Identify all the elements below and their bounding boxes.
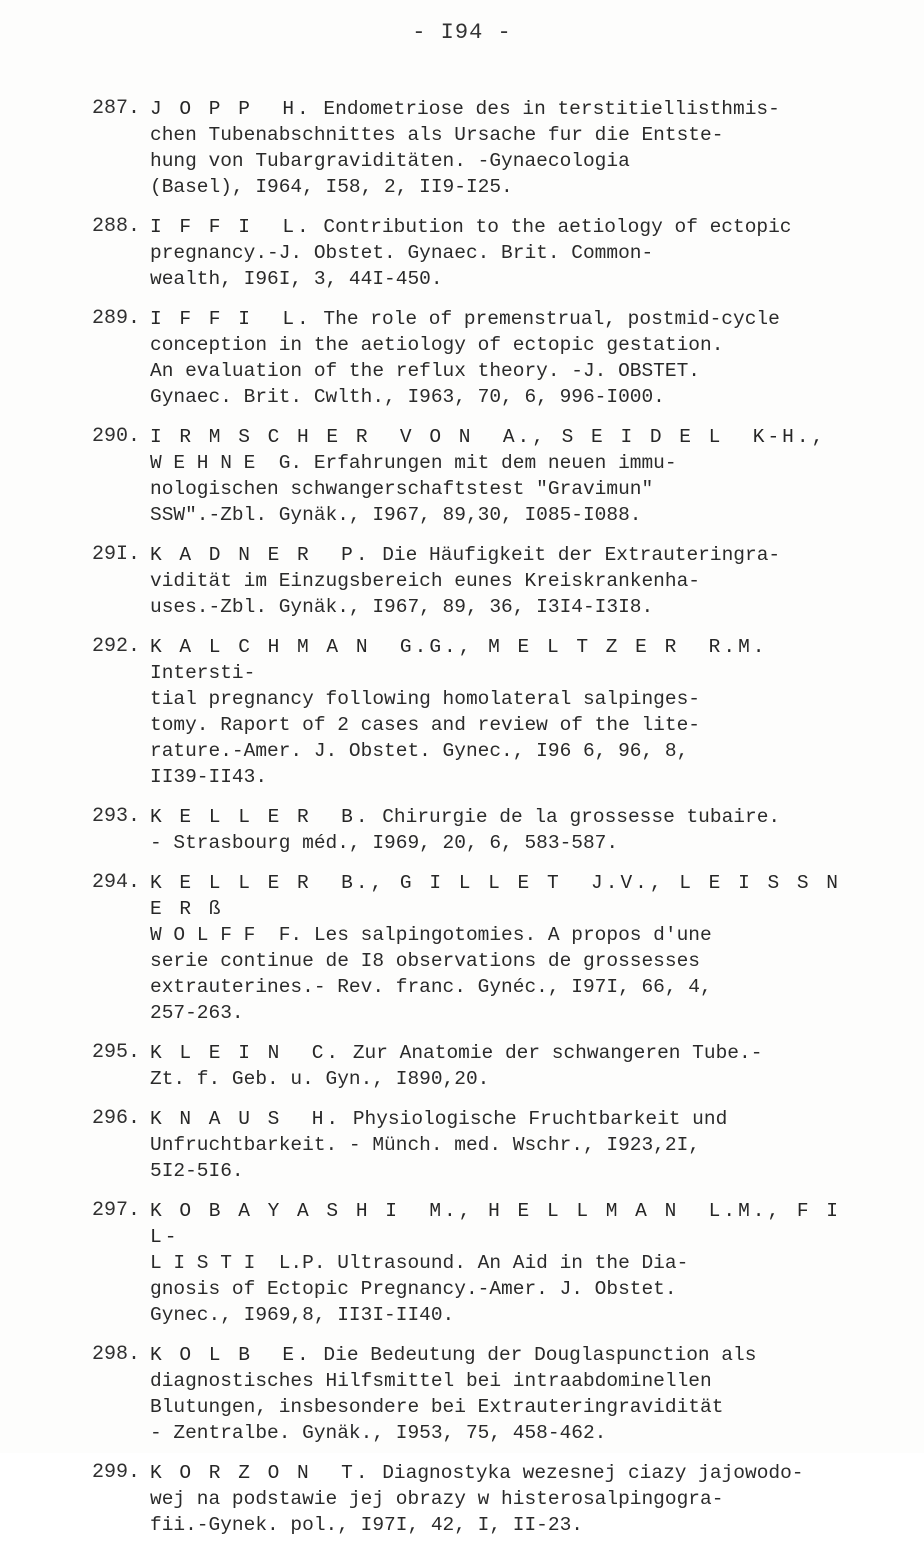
bibliography-entry xyxy=(92,870,856,1026)
bibliography-entry xyxy=(92,1460,852,1538)
entry-first-line xyxy=(150,1040,852,1066)
entry-line: serie continue de I8 observations de grossesses xyxy=(150,950,700,972)
entry-text xyxy=(150,634,852,790)
entry-line: Gynec., I969,8, II3I-II40. xyxy=(150,1304,455,1326)
entry-line: Zt. f. Geb. u. Gyn., I890,20. xyxy=(150,1068,490,1090)
entry-number: 297. xyxy=(92,1199,141,1222)
entry-line: Die Häufigkeit der Extrauteringra- xyxy=(370,544,781,566)
entry-author: I R M S C H E R V O N A., S E I D E L K-H., xyxy=(150,426,827,448)
entry-line: Blutungen, insbesondere bei Extrauteringravidität xyxy=(150,1396,724,1418)
bibliography-list xyxy=(92,96,856,1552)
entry-line: tomy. Raport of 2 cases and review of the lite- xyxy=(150,714,700,736)
entry-line: Unfruchtbarkeit. - Münch. med. Wschr., I923,2I, xyxy=(150,1134,700,1156)
entry-number: 296. xyxy=(92,1107,141,1130)
entry-text xyxy=(150,1342,852,1446)
entry-text xyxy=(150,424,852,528)
entry-number: 299. xyxy=(92,1461,141,1484)
entry-line: II39-II43. xyxy=(150,766,268,788)
entry-first-line xyxy=(150,214,852,240)
entry-author: K L E I N C. xyxy=(150,1042,342,1064)
entry-line: - Zentralbe. Gynäk., I953, 75, 458-462. xyxy=(150,1422,607,1444)
entry-author: K E L L E R B. xyxy=(150,806,371,828)
entry-text xyxy=(150,306,852,410)
bibliography-entry xyxy=(92,542,852,620)
entry-author: K N A U S H. xyxy=(150,1108,342,1130)
entry-text xyxy=(150,870,856,1026)
entry-text xyxy=(150,804,852,856)
entry-author: K E L L E R B., G I L L E T J.V., L E I S S N E R ß xyxy=(150,872,856,920)
entry-author: I F F I L. xyxy=(150,308,312,330)
bibliography-entry xyxy=(92,424,852,528)
entry-line: SSW".-Zbl. Gynäk., I967, 89,30, I085-I088. xyxy=(150,504,642,526)
entry-line: vidität im Einzugsbereich eunes Kreiskrankenha- xyxy=(150,570,700,592)
page-number: - I94 - xyxy=(412,20,512,45)
entry-text xyxy=(150,1106,852,1184)
bibliography-entry xyxy=(92,306,852,410)
entry-line: uses.-Zbl. Gynäk., I967, 89, 36, I3I4-I3I8. xyxy=(150,596,654,618)
entry-first-line xyxy=(150,542,852,568)
entry-line: hung von Tubargraviditäten. -Gynaecologia xyxy=(150,150,630,172)
bibliography-entry xyxy=(92,1106,852,1184)
bibliography-entry xyxy=(92,634,852,790)
entry-line: L I S T I L.P. Ultrasound. An Aid in the Dia- xyxy=(150,1252,689,1274)
entry-text xyxy=(150,96,852,200)
entry-line: The role of premenstrual, postmid-cycle xyxy=(311,308,780,330)
entry-line: Zur Anatomie der schwangeren Tube.- xyxy=(341,1042,763,1064)
entry-line: (Basel), I964, I58, 2, II9-I25. xyxy=(150,176,513,198)
entry-first-line xyxy=(150,804,852,830)
entry-text xyxy=(150,1040,852,1092)
entry-line: tial pregnancy following homolateral salpinges- xyxy=(150,688,700,710)
entry-line: conception in the aetiology of ectopic gestation. xyxy=(150,334,724,356)
bibliography-entry xyxy=(92,1040,852,1092)
entry-line: Diagnostyka wezesnej ciazy jajowodo- xyxy=(370,1462,804,1484)
entry-line: Gynaec. Brit. Cwlth., I963, 70, 6, 996-I000. xyxy=(150,386,665,408)
entry-line: gnosis of Ectopic Pregnancy.-Amer. J. Obstet. xyxy=(150,1278,677,1300)
entry-line: An evaluation of the reflux theory. -J. OBSTET. xyxy=(150,360,700,382)
entry-number: 290. xyxy=(92,425,141,448)
entry-line: 5I2-5I6. xyxy=(150,1160,244,1182)
entry-line: Chirurgie de la grossesse tubaire. xyxy=(370,806,781,828)
entry-first-line xyxy=(150,1198,856,1250)
entry-text xyxy=(150,542,852,620)
entry-first-line xyxy=(150,306,852,332)
entry-line: Intersti- xyxy=(150,636,780,684)
entry-number: 295. xyxy=(92,1041,141,1064)
entry-number: 29I. xyxy=(92,543,141,566)
entry-line: Endometriose des in terstitiellisthmis- xyxy=(311,98,780,120)
entry-first-line xyxy=(150,634,852,686)
entry-line: fii.-Gynek. pol., I97I, 42, I, II-23. xyxy=(150,1514,583,1536)
entry-line: W O L F F F. Les salpingotomies. A propos d'une xyxy=(150,924,712,946)
bibliography-entry xyxy=(92,96,852,200)
entry-line: Physiologische Fruchtbarkeit und xyxy=(341,1108,728,1130)
entry-line: 257-263. xyxy=(150,1002,244,1024)
entry-line: diagnostisches Hilfsmittel bei intraabdominellen xyxy=(150,1370,712,1392)
entry-first-line xyxy=(150,870,856,922)
entry-first-line xyxy=(150,424,852,450)
entry-first-line xyxy=(150,1342,852,1368)
entry-line: Contribution to the aetiology of ectopic xyxy=(311,216,792,238)
entry-number: 288. xyxy=(92,215,141,238)
entry-line: - Strasbourg méd., I969, 20, 6, 583-587. xyxy=(150,832,619,854)
entry-number: 287. xyxy=(92,97,141,120)
entry-author: K A L C H M A N G.G., M E L T Z E R R.M. xyxy=(150,636,768,658)
entry-first-line xyxy=(150,1460,852,1486)
entry-line: wej na podstawie jej obrazy w histerosalpingogra- xyxy=(150,1488,724,1510)
entry-number: 293. xyxy=(92,805,141,828)
entry-text xyxy=(150,214,852,292)
entry-number: 289. xyxy=(92,307,141,330)
entry-author: K A D N E R P. xyxy=(150,544,371,566)
entry-line: Die Bedeutung der Douglaspunction als xyxy=(311,1344,757,1366)
entry-text xyxy=(150,1460,852,1538)
entry-line: rature.-Amer. J. Obstet. Gynec., I96 6, 96, 8, xyxy=(150,740,689,762)
entry-number: 294. xyxy=(92,871,141,894)
bibliography-entry xyxy=(92,804,852,856)
entry-number: 292. xyxy=(92,635,141,658)
entry-line: wealth, I96I, 3, 44I-450. xyxy=(150,268,443,290)
entry-line: chen Tubenabschnittes als Ursache fur die Entste- xyxy=(150,124,724,146)
entry-line: W E H N E G. Erfahrungen mit dem neuen immu- xyxy=(150,452,677,474)
entry-first-line xyxy=(150,1106,852,1132)
entry-text xyxy=(150,1198,856,1328)
entry-author: K O L B E. xyxy=(150,1344,312,1366)
entry-author: K O B A Y A S H I M., H E L L M A N L.M., F I L- xyxy=(150,1200,856,1248)
entry-author: K O R Z O N T. xyxy=(150,1462,371,1484)
entry-line: pregnancy.-J. Obstet. Gynaec. Brit. Common- xyxy=(150,242,654,264)
bibliography-entry xyxy=(92,1198,856,1328)
entry-line: nologischen schwangerschaftstest "Gravimun" xyxy=(150,478,654,500)
entry-line: extrauterines.- Rev. franc. Gynéc., I97I, 66, 4, xyxy=(150,976,712,998)
bibliography-entry xyxy=(92,1342,852,1446)
entry-author: I F F I L. xyxy=(150,216,312,238)
entry-number: 298. xyxy=(92,1343,141,1366)
entry-author: J O P P H. xyxy=(150,98,312,120)
bibliography-entry xyxy=(92,214,852,292)
entry-first-line xyxy=(150,96,852,122)
